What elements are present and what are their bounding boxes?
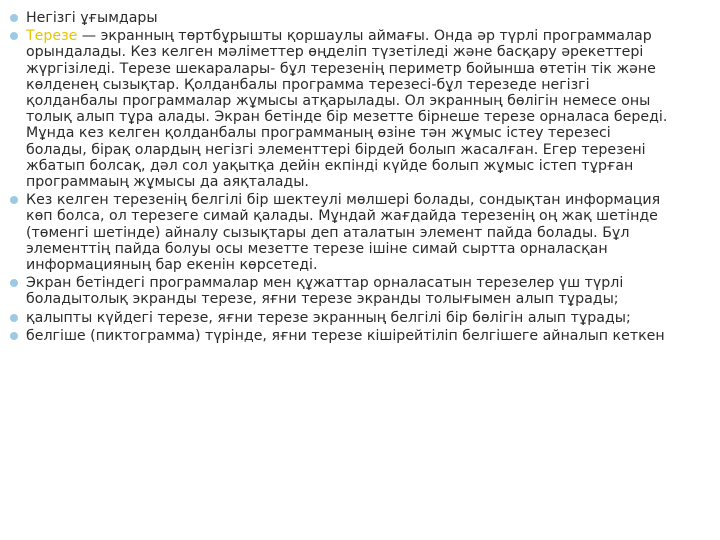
bullet-list bbox=[8, 10, 668, 346]
bullet-item-normal-window bbox=[8, 310, 668, 326]
bullet-highlight: Терезе bbox=[26, 28, 78, 45]
bullet-text: — экранның төртбұрышты қоршаулы аймағы. Онда әр түрлі программалар орындалады. Кез келген мәліметтер өңделіп түзетіледі және басқару әрекеттері жүргізіледі. Терезе шекаралары- бұл терезенің периметр бойынша өтетін тік және көлденең сызықтар. Қолданбалы программа терезесі-бұл терезеде негізгі қолданбалы программалар жұмысы атқарылады. Ол экранның бөлігін немесе оны толық алып тұра алады. Экран бетінде бір мезетте бірнеше терезе орналаса береді. Мұнда кез келген қолданбалы программаның өзіне тән жұмыс істеу терезесі болады, бірақ олардың негізгі элементтері бірдей болып жасалған. Егер терезені жбатып болсақ, дәл сол уақытқа дейін екпінді күйде болып жұмыс істеп тұрған программаың жұмысы да аяқталады. bbox=[26, 28, 668, 191]
bullet-text: Экран бетіндегі программалар мен құжаттар орналасатын терезелер үш түрлі боладытолық экранды терезе, яғни терезе экранды толығымен алып тұрады; bbox=[26, 275, 624, 308]
bullet-dot-icon bbox=[10, 196, 18, 204]
bullet-item-window-size bbox=[8, 192, 668, 273]
bullet-item-window-types bbox=[8, 275, 668, 307]
bullet-text: белгіше (пиктограмма) түрінде, яғни терезе кішірейтіліп белгішеге айналып кеткен bbox=[26, 327, 665, 344]
bullet-text: Негізгі ұғымдары bbox=[26, 10, 158, 26]
bullet-text: қалыпты күйдегі терезе, яғни терезе экранның белгілі бір бөлігін алып тұрады; bbox=[26, 309, 631, 326]
bullet-dot-icon bbox=[10, 32, 18, 40]
bullet-item-heading bbox=[8, 10, 668, 26]
bullet-item-window-definition bbox=[8, 28, 668, 190]
bullet-dot-icon bbox=[10, 332, 18, 340]
bullet-dot-icon bbox=[10, 279, 18, 287]
bullet-dot-icon bbox=[10, 314, 18, 322]
bullet-dot-icon bbox=[10, 14, 18, 22]
bullet-text: Кез келген терезенің белгілі бір шектеулі мөлшері болады, сондықтан информация көп болса, ол терезеге симай қалады. Мұндай жағдайда терезенің оң жақ шетінде (төменгі шетінде) айналу сызықтары деп аталатын элемент пайда болады. Бұл элементтің пайда болуы осы мезетте терезе ішіне симай сыртта орналасқан информацияның бар екенін көрсетеді. bbox=[26, 192, 661, 274]
bullet-item-icon-window bbox=[8, 328, 668, 344]
